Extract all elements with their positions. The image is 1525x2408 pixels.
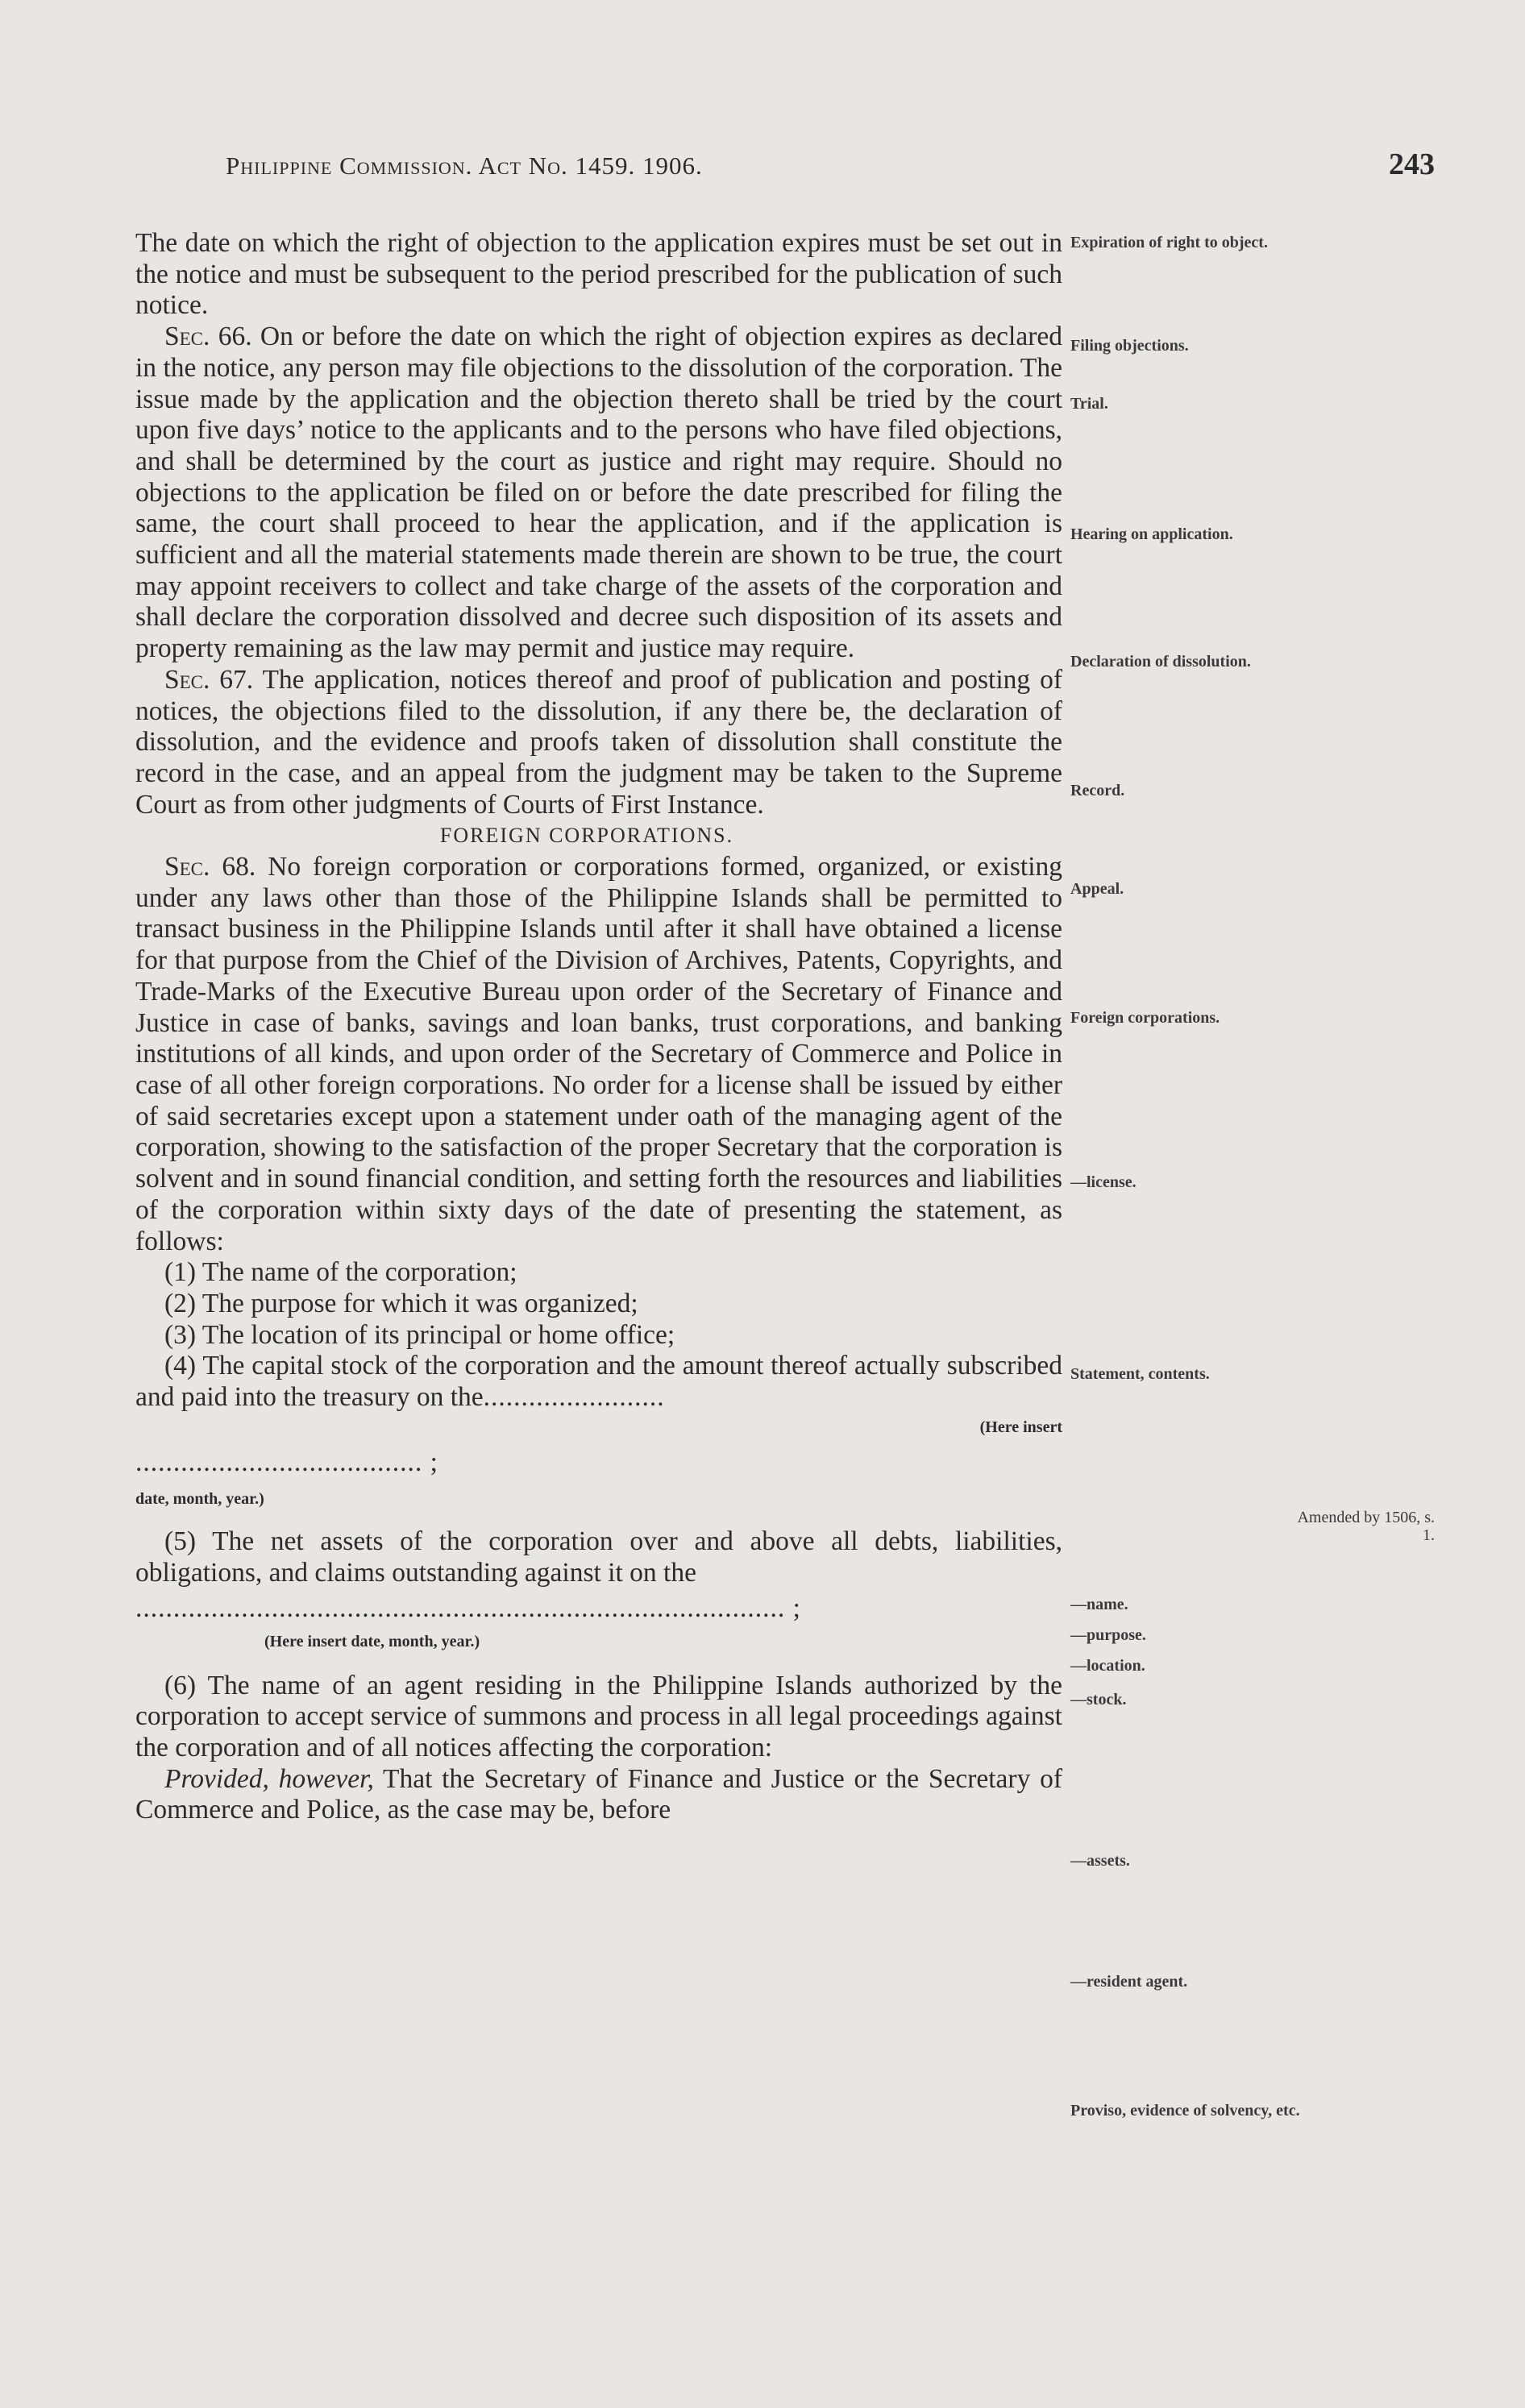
list-item-location: (3) The location of its principal or home office; (164, 1319, 675, 1350)
margin-note-amended: Amended by 1506, s. 1. (1297, 1509, 1435, 1544)
list-item-agent: (6) The name of an agent residing in the Philippine Islands authorized by the corporation to accept service of summons and process in all legal proceedings against the corporation and of all notices affecting the corporation: (135, 1670, 1062, 1763)
margin-note-purpose: —purpose. (1070, 1626, 1146, 1644)
paragraph-sec-67: Sec. 67. The application, notices thereof and proof of publication and posting of notices, the objections filed to the dissolution, if any there be, the declaration of dissolution, and the evidence and proofs taken of dissolution shall constitute the record in the case, and an appeal from the judgment may be taken to the Supreme Court as from other judgments of Courts of First Instance. (135, 664, 1062, 820)
margin-note-record: Record. (1070, 782, 1125, 799)
paragraph-sec-66: Sec. 66. On or before the date on which the right of objection expires as declared in the notice, any person may file objections to the dissolution of the corporation. The issue made by the application and the objection thereto shall be tried by the court upon five days’ notice to the applicants and to the persons who have filed objections, and shall be determined by the court as justice and right may require. Should no objections to the application be filed on or before the date prescribed for filing the same, the court shall proceed to hear the application, and if the application is sufficient and all the material statements made therein are shown to be true, the court may appoint receivers to collect and take charge of the assets of the corporation and shall declare the corporation dissolved and decree such disposition of its assets and property remaining as the law may permit and justice may require. (135, 322, 1062, 664)
margin-note-appeal: Appeal. (1070, 880, 1124, 898)
section-heading: FOREIGN CORPORATIONS. (439, 824, 734, 848)
margin-note-hearing: Hearing on application. (1070, 525, 1233, 543)
margin-note-declaration: Declaration of dissolution. (1070, 653, 1251, 671)
list-item-name: (1) The name of the corporation; (164, 1257, 517, 1288)
paragraph-expiration: The date on which the right of objection to the application expires must be set out in the notice and must be subsequent to the period prescribed for the publication of such notice. (135, 228, 1062, 321)
margin-note-filing: Filing objections. (1070, 337, 1189, 355)
margin-note-assets: —assets. (1070, 1852, 1130, 1870)
margin-note-foreign: Foreign corporations. (1070, 1009, 1220, 1027)
insert-hint: date, month, year.) (135, 1490, 264, 1509)
list-item-stock: (4) The capital stock of the corporation and the amount thereof actually subscribed and paid into the treasury on the........................ (135, 1351, 1062, 1413)
list-item-assets: (5) The net assets of the corporation over and above all debts, liabilities, obligations, and claims outstanding against it on the (135, 1526, 1062, 1588)
paragraph-sec-68: Sec. 68. No foreign corporation or corporations formed, organized, or existing under any laws other than those of the Philippine Islands shall be permitted to transact business in the Philippine Islands until after it shall have obtained a license for that purpose from the Chief of the Division of Archives, Patents, Copyrights, and Trade-Marks of the Executive Bureau upon order of the Secretary of Finance and Justice in case of banks, savings and loan banks, trust corporations, and banking institutions of all kinds, and upon order of the Secretary of Commerce and Police in case of all other foreign corporations. No order for a license shall be issued by either of said secretaries except upon a statement under oath of the managing agent of the corporation, showing to the satisfaction of the proper Secretary that the corporation is solvent and in sound financial condition, and setting forth the resources and liabilities of the corporation within sixty days of the date of presenting the statement, as follows: (135, 852, 1063, 1256)
insert-hint: (Here insert date, month, year.) (264, 1632, 480, 1650)
running-title: Philippine Commission. Act No. 1459. 1906. (226, 152, 703, 180)
section-label: Sec. 67. (164, 664, 254, 695)
section-label: Sec. 66. (164, 322, 252, 352)
margin-note-license: —license. (1070, 1173, 1136, 1191)
margin-note-expiration: Expiration of right to object. (1070, 234, 1268, 251)
page-number: 243 (1389, 147, 1435, 181)
margin-note-stock: —stock. (1070, 1691, 1127, 1708)
margin-note-name: —name. (1070, 1596, 1128, 1613)
insert-hint: (Here insert (979, 1418, 1062, 1436)
margin-note-location: —location. (1070, 1657, 1145, 1675)
margin-note-trial: Trial. (1070, 395, 1108, 413)
body-text (135, 228, 1062, 1826)
section-label: Sec. 68. (164, 852, 256, 882)
running-header (226, 152, 703, 181)
list-item-purpose: (2) The purpose for which it was organized; (164, 1288, 638, 1318)
margin-note-proviso: Proviso, evidence of solvency, etc. (1070, 2102, 1300, 2119)
proviso-label: Provided, however, (164, 1763, 374, 1794)
margin-note-resident-agent: —resident agent. (1070, 1973, 1188, 1991)
blank-line: ...................................................................................... ; (135, 1593, 801, 1624)
margin-note-statement: Statement, contents. (1070, 1365, 1210, 1383)
blank-line: ...................................... ; (135, 1447, 438, 1478)
paragraph-proviso: Provided, however, That the Secretary of Finance and Justice or the Secretary of Commerce and Police, as the case may be, before (135, 1763, 1062, 1825)
